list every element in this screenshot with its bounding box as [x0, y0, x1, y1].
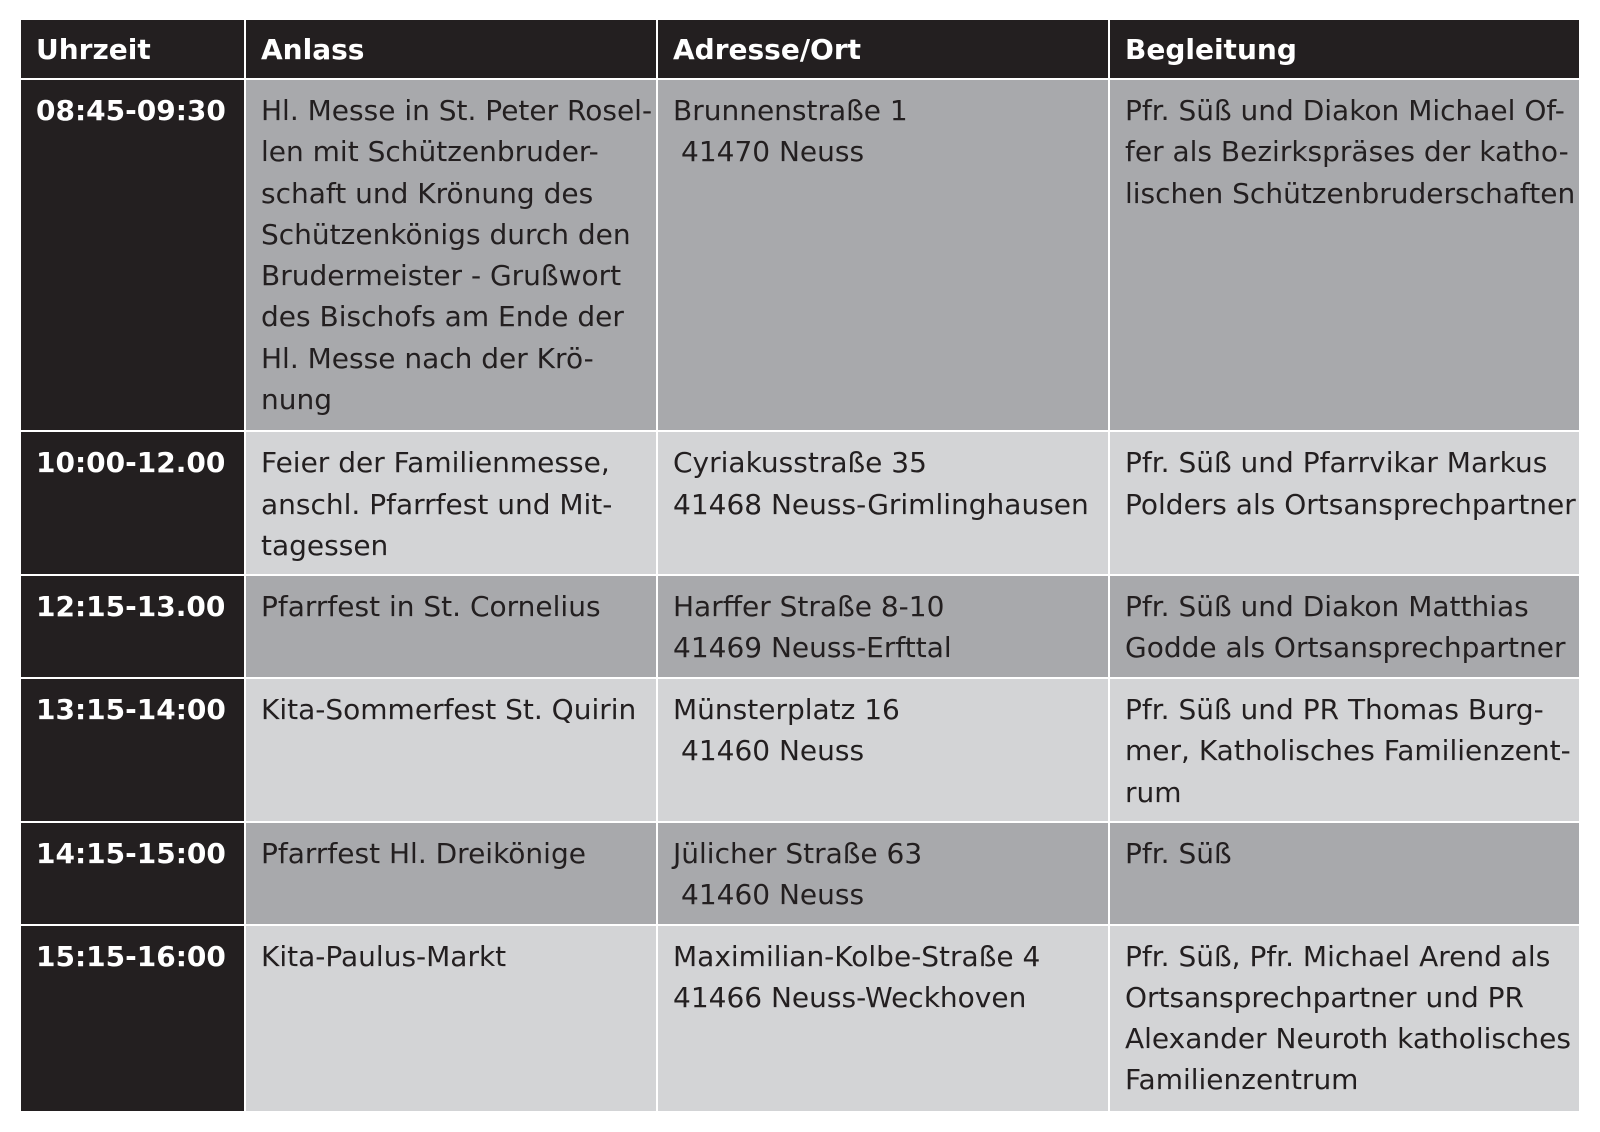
- escort-cell: [1109, 822, 1579, 925]
- city-line: 41468 Neuss-Grimlinghausen: [673, 487, 1089, 521]
- address-cell: [657, 925, 1109, 1111]
- city-line: 41466 Neuss-Weckhoven: [673, 980, 1027, 1014]
- escort-line: Pfr. Süß, Pfr. Michael Arend als: [1125, 939, 1551, 973]
- header-row: [21, 20, 1579, 79]
- time-cell: 15:15-16:00: [21, 925, 245, 1111]
- event-line: Kita-Paulus-Markt: [261, 939, 507, 973]
- time-cell: 13:15-14:00: [21, 678, 245, 822]
- escort-line: Familienzentrum: [1125, 1063, 1359, 1097]
- escort-line: Pfr. Süß und Diakon Michael Of-: [1125, 94, 1565, 127]
- time-cell: 12:15-13.00: [21, 575, 245, 678]
- event-line: nung: [261, 383, 333, 417]
- table-row: [21, 575, 1579, 678]
- time-cell: 08:45-09:30: [21, 79, 245, 431]
- escort-line: Alexander Neuroth katholisches: [1125, 1022, 1571, 1056]
- city-line: 41470 Neuss: [681, 135, 865, 169]
- column-header-address: Adresse/Ort: [657, 20, 1109, 79]
- column-header-time: Uhrzeit: [21, 20, 245, 79]
- time-cell: 10:00-12.00: [21, 431, 245, 575]
- street-line: Harffer Straße 8-10: [673, 590, 945, 624]
- column-header-event: Anlass: [245, 20, 657, 79]
- escort-cell: [1109, 431, 1579, 575]
- schedule-table: [21, 20, 1579, 1111]
- escort-line: fer als Bezirkspräses der katho-: [1125, 135, 1569, 169]
- event-line: tagessen: [261, 529, 389, 563]
- event-line: Schützenkönigs durch den: [261, 217, 631, 251]
- column-header-escort: Begleitung: [1109, 20, 1579, 79]
- escort-cell: [1109, 575, 1579, 678]
- event-cell: [245, 79, 657, 431]
- escort-cell: [1109, 925, 1579, 1111]
- escort-line: Pfr. Süß und Diakon Matthias: [1125, 590, 1529, 624]
- street-line: Münsterplatz 16: [673, 693, 900, 727]
- escort-line: mer, Katholisches Familienzent-: [1125, 734, 1571, 768]
- address-cell: [657, 79, 1109, 431]
- street-line: Jülicher Straße 63: [673, 836, 923, 870]
- event-cell: [245, 678, 657, 822]
- escort-cell: [1109, 678, 1579, 822]
- escort-line: lischen Schützenbruderschaften: [1125, 176, 1576, 210]
- event-line: len mit Schützenbruder-: [261, 135, 599, 169]
- address-cell: [657, 822, 1109, 925]
- escort-line: Polders als Ortsansprechpartner: [1125, 487, 1576, 521]
- event-line: Hl. Messe in St. Peter Rosel-: [261, 94, 653, 127]
- event-line: Pfarrfest in St. Cornelius: [261, 590, 601, 624]
- table-row: [21, 431, 1579, 575]
- street-line: Brunnenstraße 1: [673, 94, 908, 127]
- address-cell: [657, 431, 1109, 575]
- city-line: 41469 Neuss-Erfttal: [673, 631, 952, 665]
- event-cell: [245, 822, 657, 925]
- event-line: Feier der Familienmesse,: [261, 446, 610, 480]
- event-line: Hl. Messe nach der Krö-: [261, 341, 594, 375]
- event-line: des Bischofs am Ende der: [261, 300, 624, 334]
- escort-line: Godde als Ortsansprechpartner: [1125, 631, 1566, 665]
- escort-line: rum: [1125, 775, 1182, 809]
- escort-cell: [1109, 79, 1579, 431]
- address-cell: [657, 678, 1109, 822]
- street-line: Cyriakusstraße 35: [673, 446, 927, 480]
- event-cell: [245, 431, 657, 575]
- event-line: Kita-Sommerfest St. Quirin: [261, 693, 637, 727]
- time-cell: 14:15-15:00: [21, 822, 245, 925]
- street-line: Maximilian-Kolbe-Straße 4: [673, 939, 1041, 973]
- address-cell: [657, 575, 1109, 678]
- event-cell: [245, 925, 657, 1111]
- city-line: 41460 Neuss: [681, 877, 865, 911]
- table-row: [21, 822, 1579, 925]
- event-line: Brudermeister - Grußwort: [261, 259, 622, 293]
- event-line: schaft und Krönung des: [261, 176, 594, 210]
- table-row: [21, 678, 1579, 822]
- event-line: anschl. Pfarrfest und Mit-: [261, 487, 613, 521]
- escort-line: Pfr. Süß und Pfarrvikar Markus: [1125, 446, 1548, 480]
- escort-line: Pfr. Süß: [1125, 836, 1232, 870]
- city-line: 41460 Neuss: [681, 734, 865, 768]
- escort-line: Pfr. Süß und PR Thomas Burg-: [1125, 693, 1544, 727]
- table-row: [21, 79, 1579, 431]
- table-row: [21, 925, 1579, 1111]
- escort-line: Ortsansprechpartner und PR: [1125, 980, 1524, 1014]
- event-cell: [245, 575, 657, 678]
- event-line: Pfarrfest Hl. Dreikönige: [261, 836, 586, 870]
